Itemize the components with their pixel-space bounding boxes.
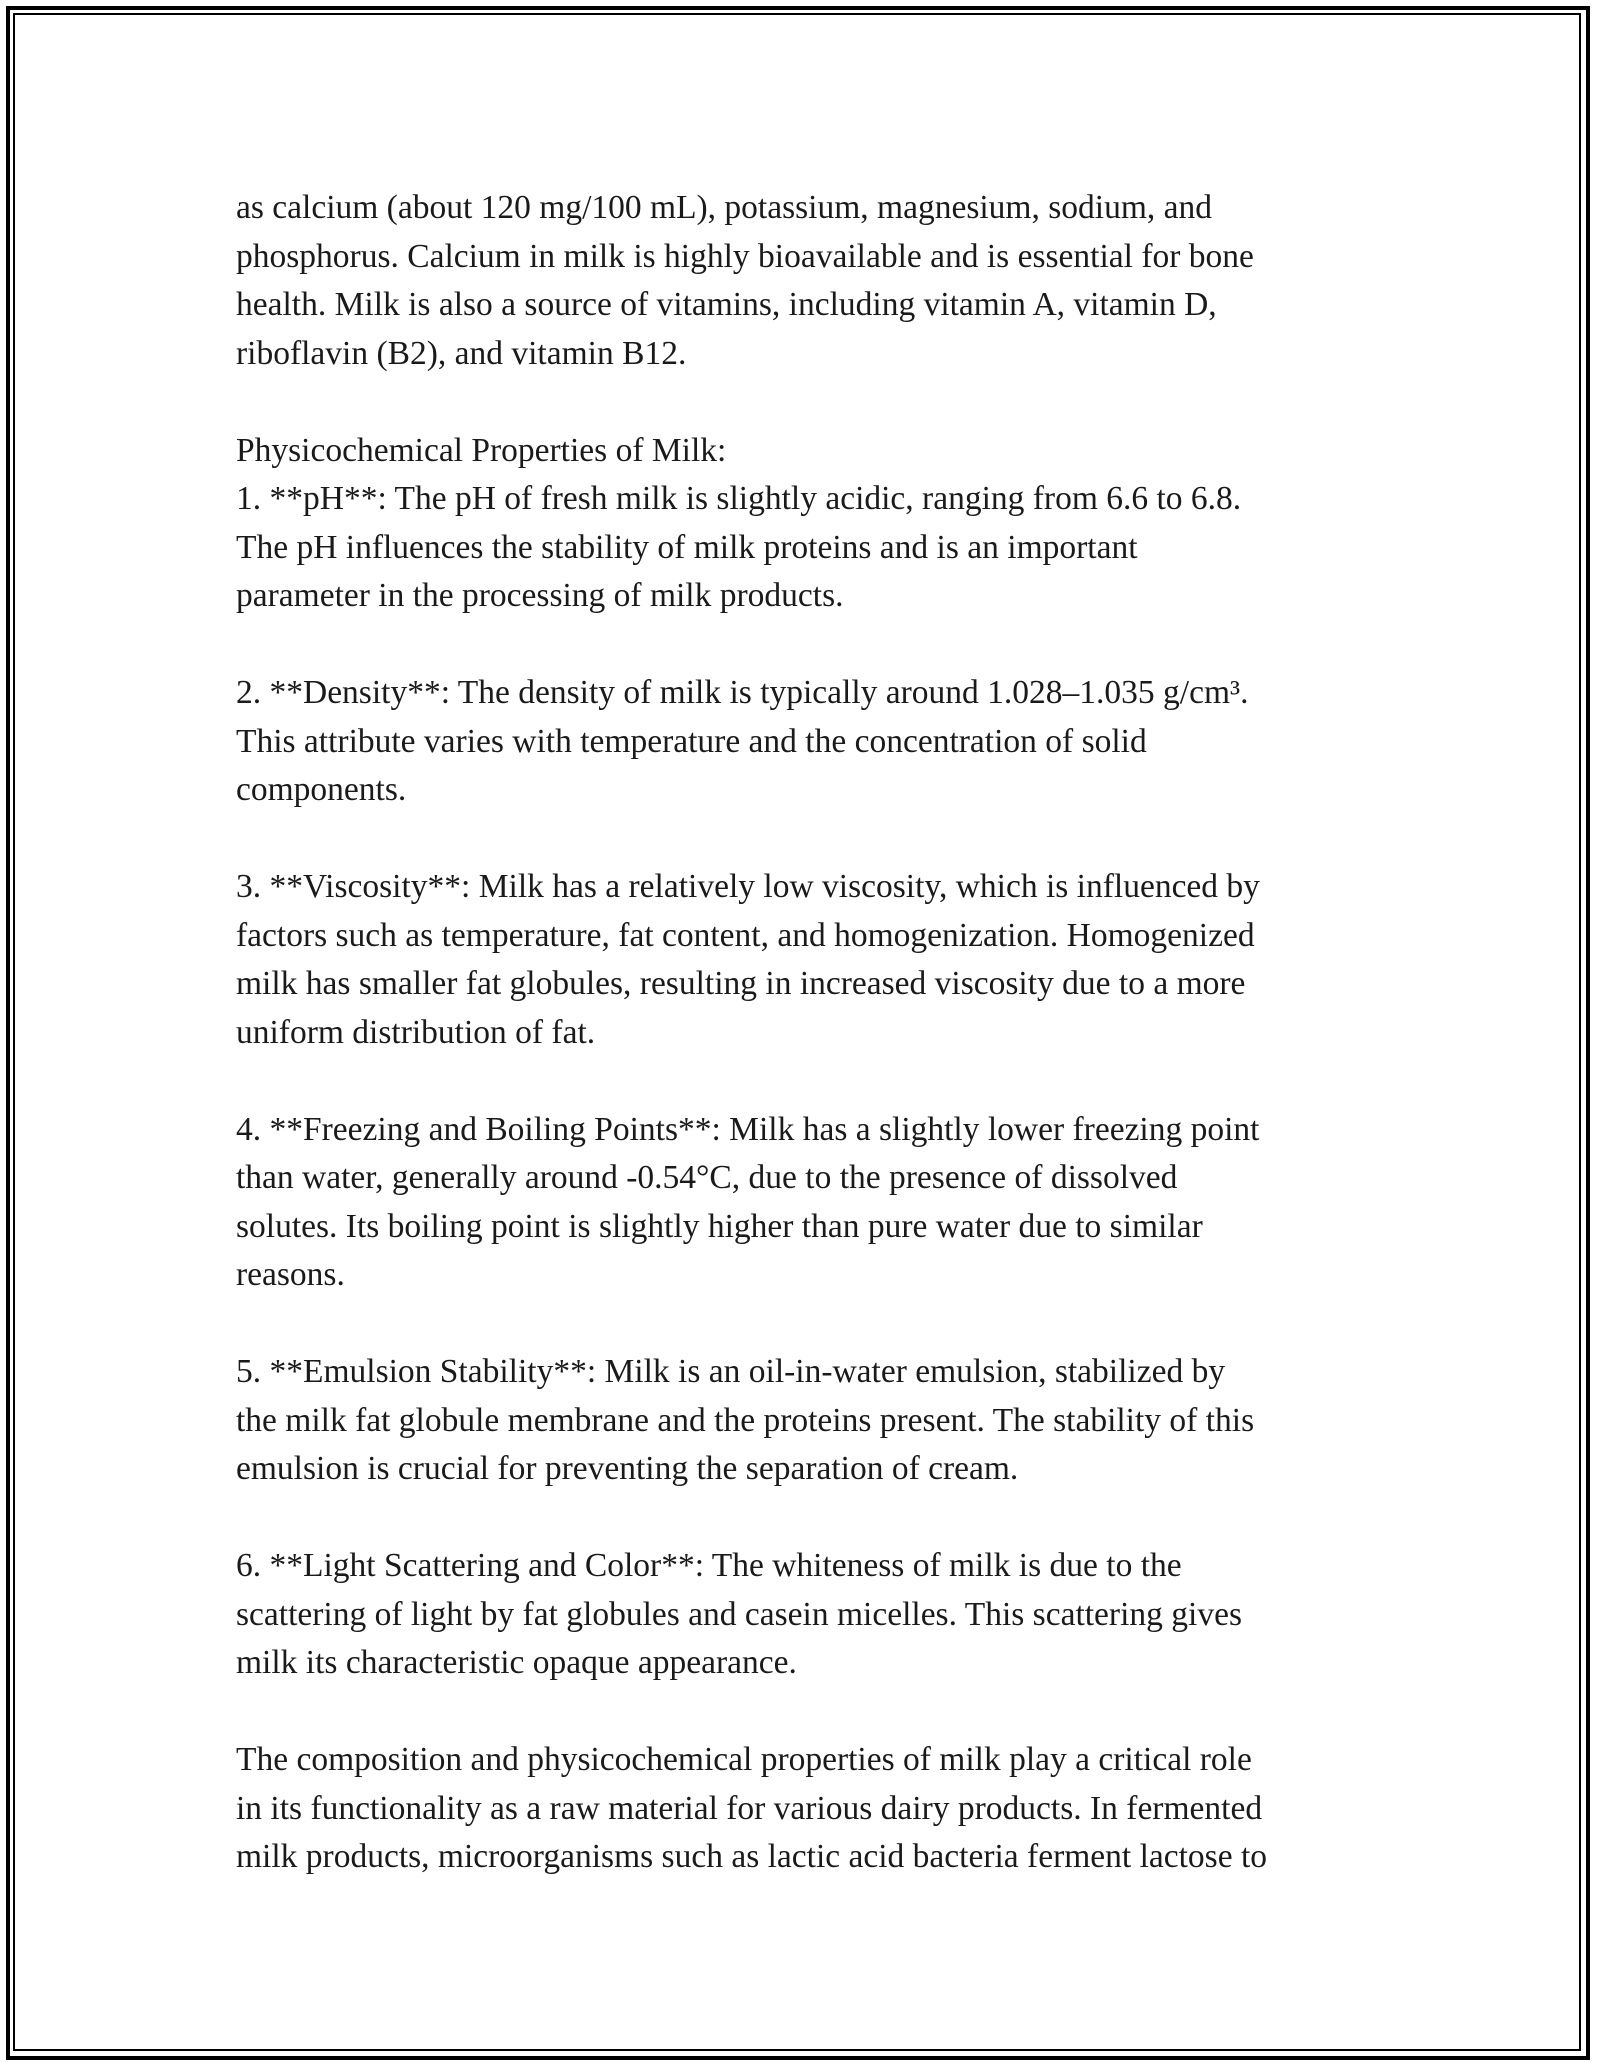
paragraph-conclusion [236, 1736, 1386, 1882]
text-line: in its functionality as a raw material for various dairy products. In fermented [236, 1789, 1263, 1827]
paragraph-ph [236, 427, 1386, 621]
text-line: The composition and physicochemical properties of milk play a critical role [236, 1741, 1252, 1778]
text-line: uniform distribution of fat. [236, 1013, 596, 1051]
text-line: parameter in the processing of milk products. [236, 577, 844, 614]
text-line: milk has smaller fat globules, resulting in increased viscosity due to a more [236, 965, 1246, 1002]
text-line: This attribute varies with temperature and the concentration of solid [236, 722, 1147, 760]
paragraph-light-color [236, 1542, 1386, 1688]
text-line: solutes. Its boiling point is slightly higher than pure water due to similar [236, 1207, 1203, 1245]
text-line: The pH influences the stability of milk proteins and is an important [236, 528, 1138, 566]
text-line: emulsion is crucial for preventing the separation of cream. [236, 1450, 1019, 1487]
text-line: 5. **Emulsion Stability**: Milk is an oil-in-water emulsion, stabilized by [236, 1353, 1226, 1390]
text-line: 3. **Viscosity**: Milk has a relatively low viscosity, which is influenced by [236, 868, 1260, 905]
text-line: the milk fat globule membrane and the proteins present. The stability of this [236, 1401, 1255, 1439]
paragraph-viscosity [236, 863, 1386, 1057]
text-line: milk products, microorganisms such as lactic acid bacteria ferment lactose to [236, 1838, 1268, 1875]
text-line: health. Milk is also a source of vitamins, including vitamin A, vitamin D, [236, 286, 1217, 323]
paragraph-minerals-vitamins [236, 184, 1386, 378]
paragraph-density [236, 669, 1386, 815]
section-heading: Physicochemical Properties of Milk: [236, 431, 727, 469]
text-line: 1. **pH**: The pH of fresh milk is slightly acidic, ranging from 6.6 to 6.8. [236, 480, 1242, 517]
text-line: milk its characteristic opaque appearance. [236, 1644, 797, 1681]
text-line: phosphorus. Calcium in milk is highly bioavailable and is essential for bone [236, 237, 1254, 275]
paragraph-freezing-boiling [236, 1106, 1386, 1300]
text-line: riboflavin (B2), and vitamin B12. [236, 334, 687, 372]
paragraph-emulsion [236, 1348, 1386, 1494]
text-line: 4. **Freezing and Boiling Points**: Milk has a slightly lower freezing point [236, 1110, 1260, 1148]
text-line: as calcium (about 120 mg/100 mL), potassium, magnesium, sodium, and [236, 189, 1213, 226]
text-line: reasons. [236, 1256, 345, 1293]
text-line: scattering of light by fat globules and casein micelles. This scattering gives [236, 1595, 1242, 1633]
text-line: than water, generally around -0.54°C, due to the presence of dissolved [236, 1159, 1178, 1196]
text-line: factors such as temperature, fat content, and homogenization. Homogenized [236, 916, 1255, 954]
text-line: components. [236, 771, 407, 808]
text-line: 6. **Light Scattering and Color**: The whiteness of milk is due to the [236, 1547, 1182, 1584]
document-body [236, 184, 1386, 1882]
text-line: 2. **Density**: The density of milk is typically around 1.028–1.035 g/cm³. [236, 674, 1249, 711]
